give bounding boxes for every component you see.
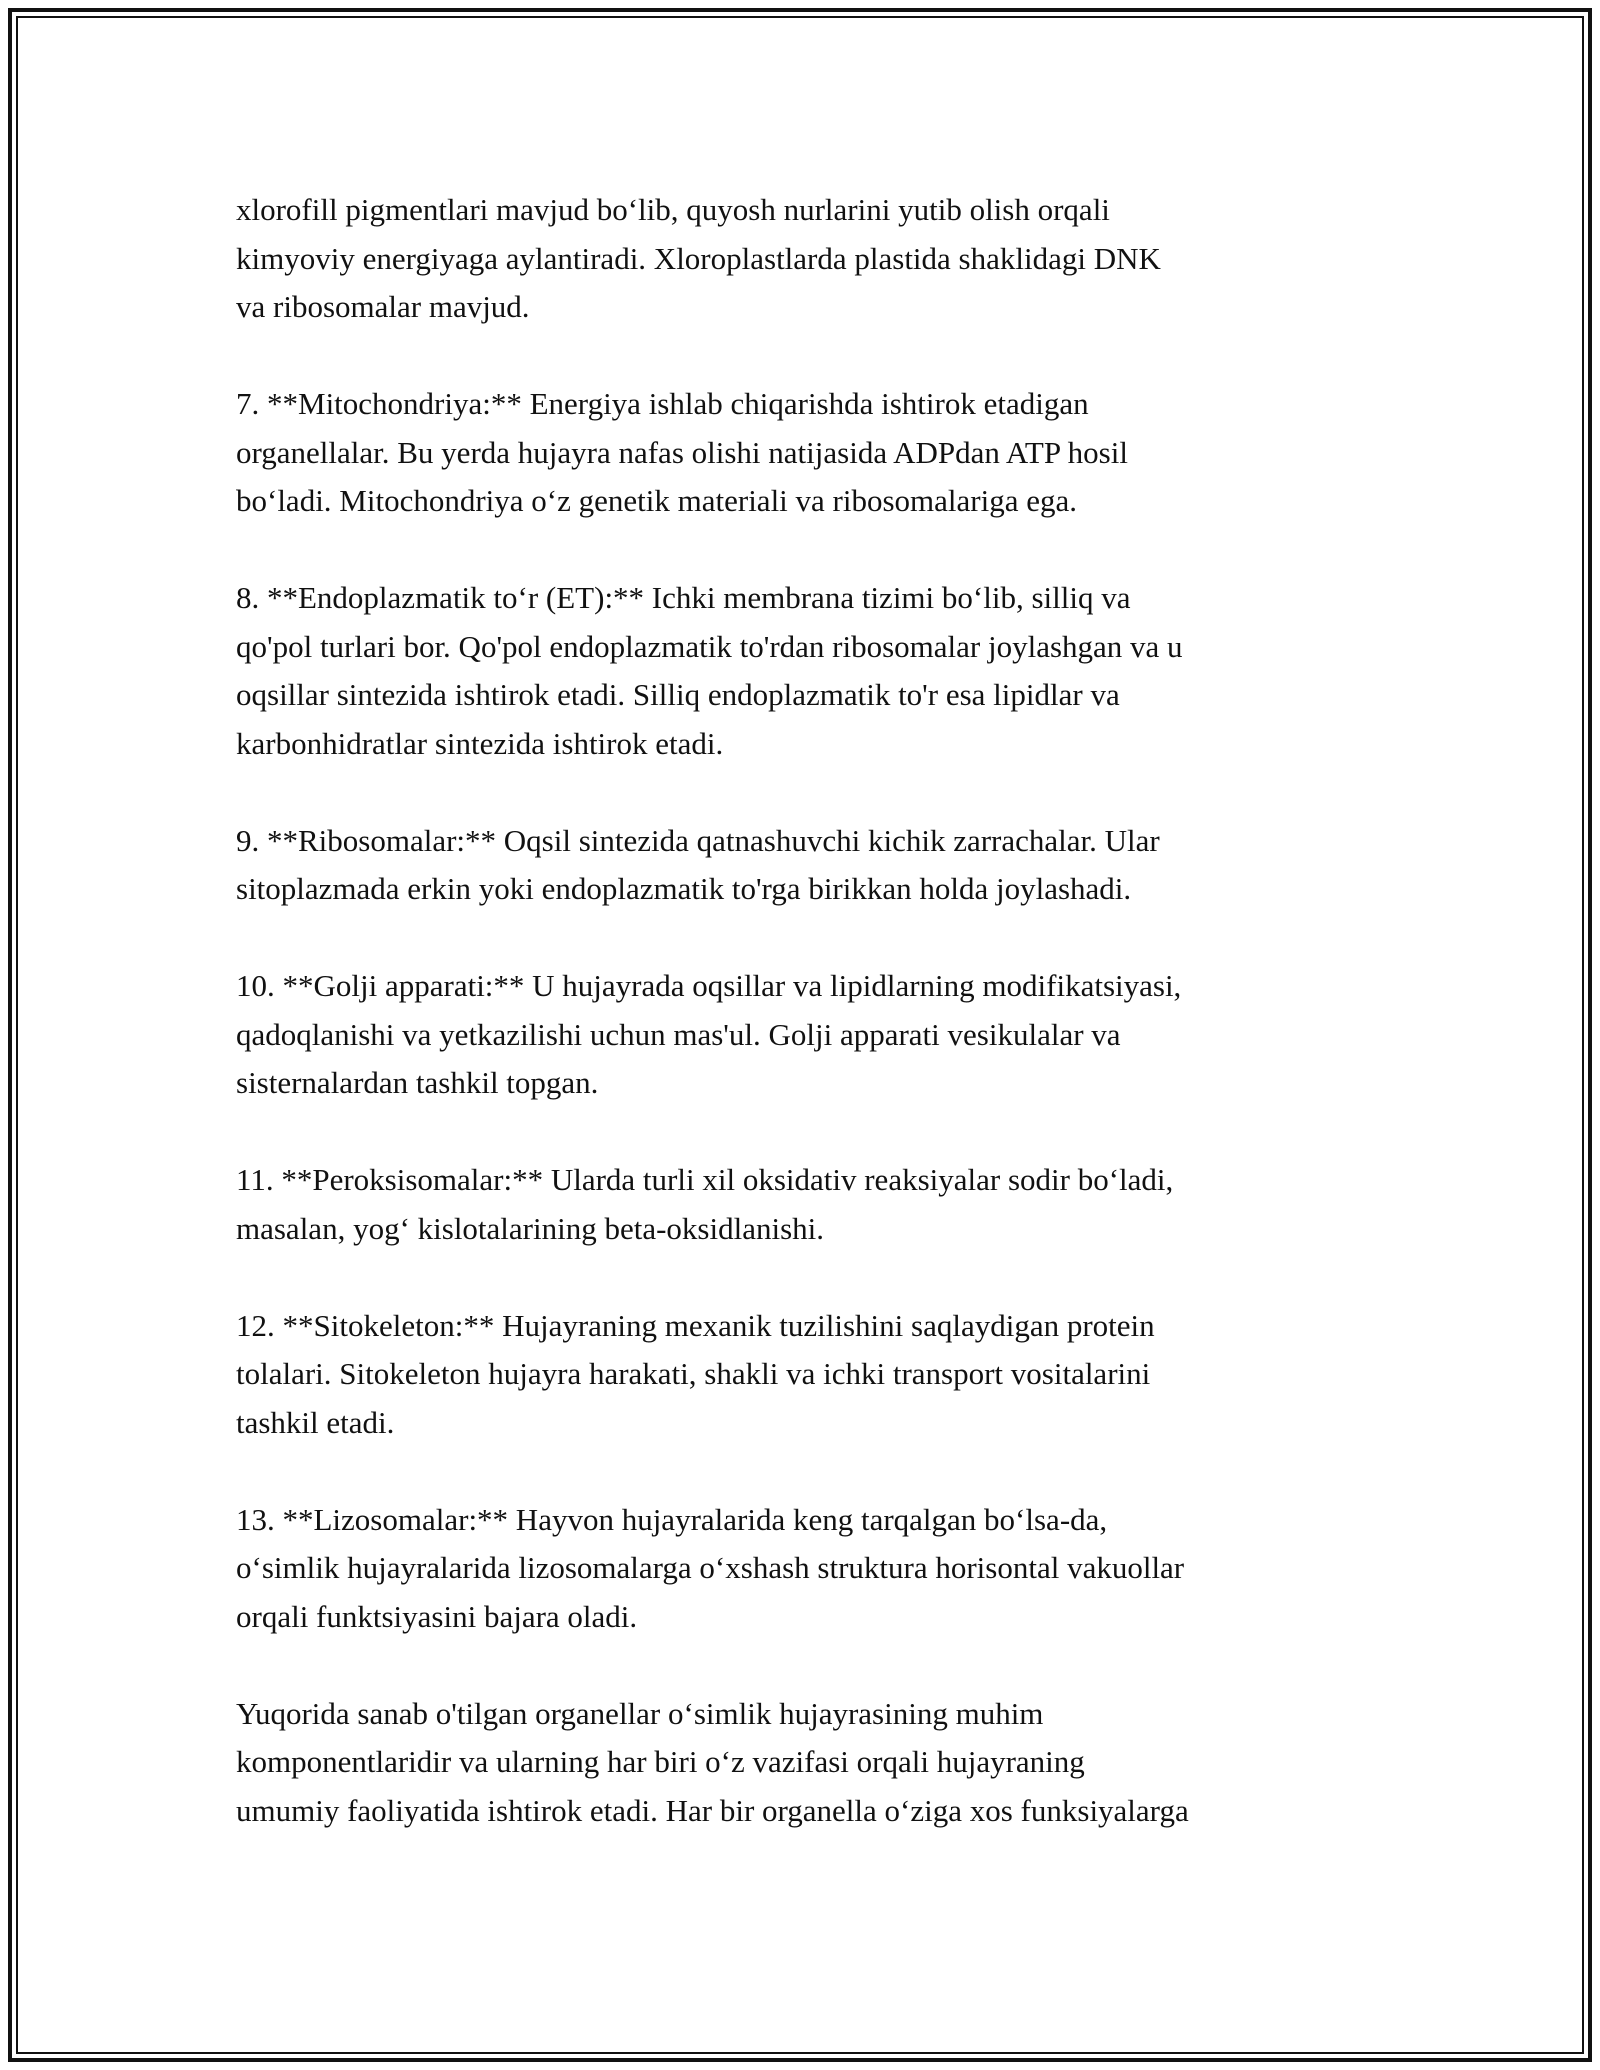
paragraph-item-13-lysosomes <box>236 1496 1376 1642</box>
text-line: 9. **Ribosomalar:** Oqsil sintezida qatnashuvchi kichik zarrachalar. Ular <box>236 822 1160 858</box>
paragraph-item-10-golgi <box>236 962 1376 1108</box>
text-line: 7. **Mitochondriya:** Energiya ishlab chiqarishda ishtirok etadigan <box>236 386 1089 421</box>
paragraph-item-9-ribosomes <box>236 817 1376 914</box>
text-line: karbonhidratlar sintezida ishtirok etadi. <box>236 725 724 761</box>
text-line: oqsillar sintezida ishtirok etadi. Silliq endoplazmatik to'r esa lipidlar va <box>236 677 1120 712</box>
text-line: orqali funktsiyasini bajara oladi. <box>236 1598 638 1634</box>
text-line: umumiy faoliyatida ishtirok etadi. Har bir organella o‘ziga xos funksiyalarga <box>236 1792 1189 1828</box>
text-line: o‘simlik hujayralarida lizosomalarga o‘xshash struktura horisontal vakuollar <box>236 1550 1185 1585</box>
text-line: qo'pol turlari bor. Qo'pol endoplazmatik to'rdan ribosomalar joylashgan va u <box>236 628 1183 664</box>
text-line: masalan, yog‘ kislotalarining beta-oksidlanishi. <box>236 1210 825 1246</box>
text-line: 13. **Lizosomalar:** Hayvon hujayralarida keng tarqalgan bo‘lsa-da, <box>236 1501 1108 1537</box>
paragraph-summary <box>236 1690 1376 1836</box>
text-line: tashkil etadi. <box>236 1404 395 1440</box>
text-line: va ribosomalar mavjud. <box>236 289 530 324</box>
text-line: organellalar. Bu yerda hujayra nafas olishi natijasida ADPdan ATP hosil <box>236 434 1128 470</box>
text-line: kimyoviy energiyaga aylantiradi. Xloroplastlarda plastida shaklidagi DNK <box>236 240 1161 276</box>
text-line: bo‘ladi. Mitochondriya o‘z genetik materiali va ribosomalariga ega. <box>236 483 1078 518</box>
text-line: Yuqorida sanab o'tilgan organellar o‘simlik hujayrasining muhim <box>236 1695 1044 1731</box>
text-line: 8. **Endoplazmatik to‘r (ET):** Ichki membrana tizimi bo‘lib, silliq va <box>236 580 1131 615</box>
text-line: 11. **Peroksisomalar:** Ularda turli xil oksidativ reaksiyalar sodir bo‘ladi, <box>236 1162 1174 1197</box>
text-line: komponentlaridir va ularning har biri o‘z vazifasi orqali hujayraning <box>236 1744 1085 1779</box>
paragraph-item-7-mitochondria <box>236 380 1376 526</box>
paragraph-item-8-endoplasmic-reticulum <box>236 574 1376 768</box>
text-line: tolalari. Sitokeleton hujayra harakati, shakli va ichki transport vositalarini <box>236 1356 1151 1391</box>
paragraph-chloroplast-continuation <box>236 186 1376 332</box>
text-line: sisternalardan tashkil topgan. <box>236 1065 599 1100</box>
text-line: 12. **Sitokeleton:** Hujayraning mexanik tuzilishini saqlaydigan protein <box>236 1307 1155 1343</box>
document-body <box>236 186 1376 1884</box>
text-line: 10. **Golji apparati:** U hujayrada oqsillar va lipidlarning modifikatsiyasi, <box>236 968 1182 1003</box>
paragraph-item-12-cytoskeleton <box>236 1302 1376 1448</box>
text-line: xlorofill pigmentlari mavjud bo‘lib, quyosh nurlarini yutib olish orqali <box>236 192 1110 227</box>
text-line: sitoplazmada erkin yoki endoplazmatik to'rga birikkan holda joylashadi. <box>236 871 1132 906</box>
text-line: qadoqlanishi va yetkazilishi uchun mas'ul. Golji apparati vesikulalar va <box>236 1016 1121 1052</box>
paragraph-item-11-peroxisomes <box>236 1156 1376 1253</box>
